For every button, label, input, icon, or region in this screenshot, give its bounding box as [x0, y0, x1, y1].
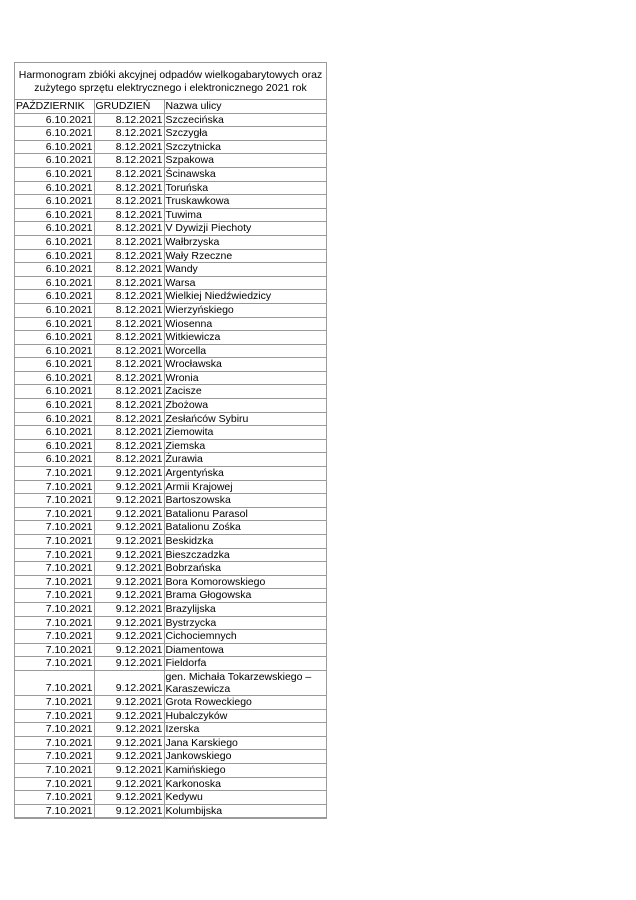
table-row: [15, 290, 326, 304]
october-date: 6.10.2021: [15, 290, 94, 304]
table-row: [15, 709, 326, 723]
table-row: [15, 439, 326, 453]
table-row: [15, 426, 326, 440]
table-row: [15, 602, 326, 616]
table-row: [15, 453, 326, 467]
schedule-sheet: [14, 62, 327, 819]
header-october: PAŹDZIERNIK: [15, 100, 94, 113]
december-date: 8.12.2021: [94, 263, 164, 277]
street-name: Bartoszowska: [164, 494, 326, 508]
street-name: Diamentowa: [164, 643, 326, 657]
december-date: 8.12.2021: [94, 344, 164, 358]
october-date: 6.10.2021: [15, 344, 94, 358]
table-row: [15, 167, 326, 181]
street-name: Zbożowa: [164, 399, 326, 413]
october-date: 7.10.2021: [15, 763, 94, 777]
table-row: [15, 507, 326, 521]
december-date: 8.12.2021: [94, 127, 164, 141]
october-date: 6.10.2021: [15, 140, 94, 154]
december-date: 9.12.2021: [94, 630, 164, 644]
december-date: 8.12.2021: [94, 426, 164, 440]
october-date: 7.10.2021: [15, 616, 94, 630]
december-date: 8.12.2021: [94, 222, 164, 236]
december-date: 9.12.2021: [94, 791, 164, 805]
december-date: 9.12.2021: [94, 657, 164, 671]
december-date: 8.12.2021: [94, 331, 164, 345]
october-date: 6.10.2021: [15, 439, 94, 453]
street-name: Hubalczyków: [164, 709, 326, 723]
october-date: 7.10.2021: [15, 575, 94, 589]
december-date: 9.12.2021: [94, 535, 164, 549]
table-row: [15, 589, 326, 603]
street-name: Szczytnicka: [164, 140, 326, 154]
street-name: Kamińskiego: [164, 763, 326, 777]
table-row: [15, 616, 326, 630]
header-row: [15, 100, 326, 113]
table-row: [15, 154, 326, 168]
table-row: [15, 562, 326, 576]
street-name: Grota Roweckiego: [164, 695, 326, 709]
title-line-2: zużytego sprzętu elektrycznego i elektronicznego 2021 rok: [34, 82, 307, 94]
october-date: 6.10.2021: [15, 127, 94, 141]
table-row: [15, 630, 326, 644]
december-date: 9.12.2021: [94, 763, 164, 777]
october-date: 6.10.2021: [15, 331, 94, 345]
street-name: Wrocławska: [164, 358, 326, 372]
table-row: [15, 140, 326, 154]
december-date: 8.12.2021: [94, 195, 164, 209]
table-row: [15, 695, 326, 709]
october-date: 6.10.2021: [15, 235, 94, 249]
table-row: [15, 113, 326, 127]
street-name: Brama Głogowska: [164, 589, 326, 603]
december-date: 8.12.2021: [94, 317, 164, 331]
october-date: 7.10.2021: [15, 589, 94, 603]
street-name: Fieldorfa: [164, 657, 326, 671]
december-date: 8.12.2021: [94, 208, 164, 222]
table-row: [15, 467, 326, 481]
street-name-line-1: gen. Michała Tokarzewskiego –: [165, 670, 312, 683]
october-date: 6.10.2021: [15, 249, 94, 263]
street-name: Zesłańców Sybiru: [164, 412, 326, 426]
table-row: [15, 750, 326, 764]
street-name: Zacisze: [164, 385, 326, 399]
table-row: [15, 222, 326, 236]
title-line-1: Harmonogram zbióki akcyjnej odpadów wielkogabarytowych oraz: [18, 69, 323, 81]
street-name: Beskidzka: [164, 535, 326, 549]
table-row: [15, 736, 326, 750]
street-name: Ziemowita: [164, 426, 326, 440]
street-name-line-2: Karaszewicza: [165, 682, 231, 695]
december-date: 8.12.2021: [94, 140, 164, 154]
december-date: 8.12.2021: [94, 439, 164, 453]
table-row: [15, 195, 326, 209]
street-name: Batalionu Parasol: [164, 507, 326, 521]
october-date: 6.10.2021: [15, 208, 94, 222]
october-date: 7.10.2021: [15, 602, 94, 616]
table-row: [15, 777, 326, 791]
table-row: [15, 344, 326, 358]
october-date: 7.10.2021: [15, 777, 94, 791]
street-name: Batalionu Zośka: [164, 521, 326, 535]
street-name: Wały Rzeczne: [164, 249, 326, 263]
table-row: [15, 331, 326, 345]
street-name: Witkiewicza: [164, 331, 326, 345]
table-row: [15, 235, 326, 249]
october-date: 7.10.2021: [15, 562, 94, 576]
october-date: 7.10.2021: [15, 695, 94, 709]
december-date: 8.12.2021: [94, 303, 164, 317]
october-date: 7.10.2021: [15, 630, 94, 644]
street-name: Ziemska: [164, 439, 326, 453]
table-row: [15, 535, 326, 549]
october-date: 7.10.2021: [15, 535, 94, 549]
table-row: [15, 494, 326, 508]
table-row: [15, 276, 326, 290]
december-date: 9.12.2021: [94, 750, 164, 764]
december-date: 9.12.2021: [94, 494, 164, 508]
table-row: [15, 521, 326, 535]
street-name: Szczygła: [164, 127, 326, 141]
table-row: [15, 303, 326, 317]
table-row: [15, 181, 326, 195]
october-date: 6.10.2021: [15, 412, 94, 426]
street-name: Kedywu: [164, 791, 326, 805]
december-date: 9.12.2021: [94, 562, 164, 576]
december-date: 9.12.2021: [94, 695, 164, 709]
october-date: 7.10.2021: [15, 507, 94, 521]
december-date: 9.12.2021: [94, 670, 164, 695]
street-name: Tuwima: [164, 208, 326, 222]
street-name: Wiosenna: [164, 317, 326, 331]
table-row: [15, 763, 326, 777]
december-date: 9.12.2021: [94, 777, 164, 791]
october-date: 6.10.2021: [15, 371, 94, 385]
october-date: 6.10.2021: [15, 399, 94, 413]
table-row: [15, 385, 326, 399]
december-date: 9.12.2021: [94, 643, 164, 657]
october-date: 7.10.2021: [15, 480, 94, 494]
december-date: 8.12.2021: [94, 371, 164, 385]
december-date: 9.12.2021: [94, 736, 164, 750]
table-row: [15, 208, 326, 222]
schedule-title: [15, 63, 326, 100]
december-date: 8.12.2021: [94, 235, 164, 249]
street-name: Cichociemnych: [164, 630, 326, 644]
street-name: Kolumbijska: [164, 804, 326, 818]
december-date: 8.12.2021: [94, 358, 164, 372]
december-date: 8.12.2021: [94, 249, 164, 263]
table-row: [15, 249, 326, 263]
street-name: Brazylijska: [164, 602, 326, 616]
table-row: [15, 358, 326, 372]
table-row: [15, 723, 326, 737]
october-date: 7.10.2021: [15, 657, 94, 671]
street-name: Bora Komorowskiego: [164, 575, 326, 589]
table-row: [15, 643, 326, 657]
street-name: Ścinawska: [164, 167, 326, 181]
street-name: V Dywizji Piechoty: [164, 222, 326, 236]
october-date: 6.10.2021: [15, 303, 94, 317]
october-date: 6.10.2021: [15, 385, 94, 399]
october-date: 7.10.2021: [15, 467, 94, 481]
table-row: [15, 791, 326, 805]
street-name: Wierzyńskiego: [164, 303, 326, 317]
december-date: 8.12.2021: [94, 385, 164, 399]
header-december: GRUDZIEŃ: [94, 100, 164, 113]
street-name: Bieszczadzka: [164, 548, 326, 562]
december-date: 9.12.2021: [94, 616, 164, 630]
december-date: 9.12.2021: [94, 548, 164, 562]
street-name: Wielkiej Niedźwiedzicy: [164, 290, 326, 304]
street-name: Szpakowa: [164, 154, 326, 168]
october-date: 7.10.2021: [15, 723, 94, 737]
october-date: 6.10.2021: [15, 113, 94, 127]
december-date: 9.12.2021: [94, 589, 164, 603]
december-date: 9.12.2021: [94, 723, 164, 737]
december-date: 8.12.2021: [94, 154, 164, 168]
december-date: 9.12.2021: [94, 467, 164, 481]
street-name: Bobrzańska: [164, 562, 326, 576]
street-name: Żurawia: [164, 453, 326, 467]
october-date: 6.10.2021: [15, 222, 94, 236]
table-row: [15, 371, 326, 385]
october-date: 6.10.2021: [15, 181, 94, 195]
street-name: Bystrzycka: [164, 616, 326, 630]
street-name: Toruńska: [164, 181, 326, 195]
street-name: Wandy: [164, 263, 326, 277]
october-date: 7.10.2021: [15, 643, 94, 657]
table-row: [15, 317, 326, 331]
december-date: 9.12.2021: [94, 575, 164, 589]
table-row: [15, 657, 326, 671]
table-row: [15, 480, 326, 494]
october-date: 6.10.2021: [15, 453, 94, 467]
street-name: Warsa: [164, 276, 326, 290]
table-row: [15, 412, 326, 426]
october-date: 6.10.2021: [15, 426, 94, 440]
december-date: 8.12.2021: [94, 276, 164, 290]
december-date: 9.12.2021: [94, 602, 164, 616]
street-name: Worcella: [164, 344, 326, 358]
street-name: Argentyńska: [164, 467, 326, 481]
october-date: 6.10.2021: [15, 167, 94, 181]
october-date: 7.10.2021: [15, 791, 94, 805]
table-row: [15, 399, 326, 413]
schedule-table: [15, 100, 326, 818]
october-date: 6.10.2021: [15, 195, 94, 209]
december-date: 8.12.2021: [94, 453, 164, 467]
table-row: [15, 575, 326, 589]
street-name: Wałbrzyska: [164, 235, 326, 249]
december-date: 9.12.2021: [94, 507, 164, 521]
december-date: 8.12.2021: [94, 290, 164, 304]
street-name: Szczecińska: [164, 113, 326, 127]
october-date: 7.10.2021: [15, 750, 94, 764]
street-name: Wronia: [164, 371, 326, 385]
december-date: 9.12.2021: [94, 521, 164, 535]
october-date: 6.10.2021: [15, 358, 94, 372]
october-date: 7.10.2021: [15, 709, 94, 723]
october-date: 6.10.2021: [15, 263, 94, 277]
street-name: Jana Karskiego: [164, 736, 326, 750]
table-row: [15, 127, 326, 141]
street-name: Truskawkowa: [164, 195, 326, 209]
december-date: 8.12.2021: [94, 181, 164, 195]
table-row: [15, 670, 326, 695]
december-date: 9.12.2021: [94, 709, 164, 723]
street-name: Karkonoska: [164, 777, 326, 791]
street-name: Jankowskiego: [164, 750, 326, 764]
october-date: 7.10.2021: [15, 736, 94, 750]
october-date: 7.10.2021: [15, 804, 94, 818]
december-date: 9.12.2021: [94, 480, 164, 494]
table-row: [15, 548, 326, 562]
table-row: [15, 263, 326, 277]
table-row: [15, 804, 326, 818]
october-date: 7.10.2021: [15, 521, 94, 535]
street-name: Armii Krajowej: [164, 480, 326, 494]
december-date: 8.12.2021: [94, 412, 164, 426]
december-date: 8.12.2021: [94, 399, 164, 413]
street-name: [164, 670, 326, 695]
december-date: 8.12.2021: [94, 167, 164, 181]
october-date: 7.10.2021: [15, 494, 94, 508]
header-street-name: Nazwa ulicy: [164, 100, 326, 113]
december-date: 9.12.2021: [94, 804, 164, 818]
december-date: 8.12.2021: [94, 113, 164, 127]
october-date: 6.10.2021: [15, 154, 94, 168]
october-date: 6.10.2021: [15, 276, 94, 290]
october-date: 7.10.2021: [15, 548, 94, 562]
street-name: Izerska: [164, 723, 326, 737]
october-date: 6.10.2021: [15, 317, 94, 331]
october-date: 7.10.2021: [15, 670, 94, 695]
